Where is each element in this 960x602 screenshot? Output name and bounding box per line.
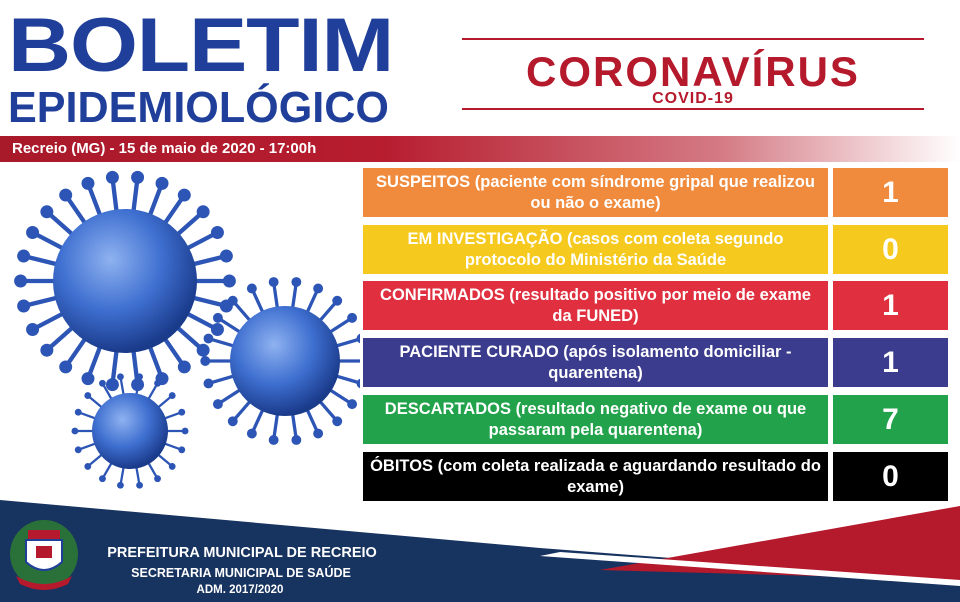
row-suspeitos — [363, 168, 948, 217]
row-confirmados — [363, 281, 948, 330]
footer-administration: ADM. 2017/2020 — [196, 584, 284, 596]
title-boletim: BOLETIM — [8, 3, 394, 88]
row-value: 7 — [833, 395, 948, 444]
row-paciente-curado — [363, 338, 948, 387]
corona-top-rule — [462, 38, 924, 40]
footer-prefeitura: PREFEITURA MUNICIPAL DE RECREIO — [107, 545, 377, 561]
covid-subtitle: COVID-19 — [652, 90, 734, 107]
corona-bottom-rule — [462, 108, 924, 110]
virus-particle-small — [71, 373, 188, 488]
date-banner — [0, 136, 960, 162]
row-value: 1 — [833, 338, 948, 387]
row-label: SUSPEITOS (paciente com síndrome gripal que realizou ou não o exame) — [363, 168, 828, 217]
row-label: ÓBITOS (com coleta realizada e aguardando resultado do exame) — [363, 452, 828, 501]
title-epidemiologico: EPIDEMIOLÓGICO — [8, 83, 389, 132]
row-label: PACIENTE CURADO (após isolamento domiciliar - quarentena) — [363, 338, 828, 387]
row-label: DESCARTADOS (resultado negativo de exame ou que passaram pela quarentena) — [363, 395, 828, 444]
corona-title: CORONAVÍRUS — [526, 48, 860, 95]
footer — [0, 500, 960, 602]
row-obitos — [363, 452, 948, 501]
row-label: CONFIRMADOS (resultado positivo por meio de exame da FUNED) — [363, 281, 828, 330]
virus-illustration — [0, 166, 360, 506]
row-value: 1 — [833, 281, 948, 330]
footer-secretaria: SECRETARIA MUNICIPAL DE SAÚDE — [131, 566, 351, 580]
row-descartados — [363, 395, 948, 444]
row-label: EM INVESTIGAÇÃO (casos com coleta segundo protocolo do Ministério da Saúde — [363, 225, 828, 274]
coat-of-arms-emblem — [6, 516, 82, 596]
date-text: Recreio (MG) - 15 de maio de 2020 - 17:00h — [12, 140, 317, 157]
row-value: 0 — [833, 225, 948, 274]
corona-title-block — [462, 38, 924, 110]
row-em-investigacao — [363, 225, 948, 274]
row-value: 0 — [833, 452, 948, 501]
row-value: 1 — [833, 168, 948, 217]
